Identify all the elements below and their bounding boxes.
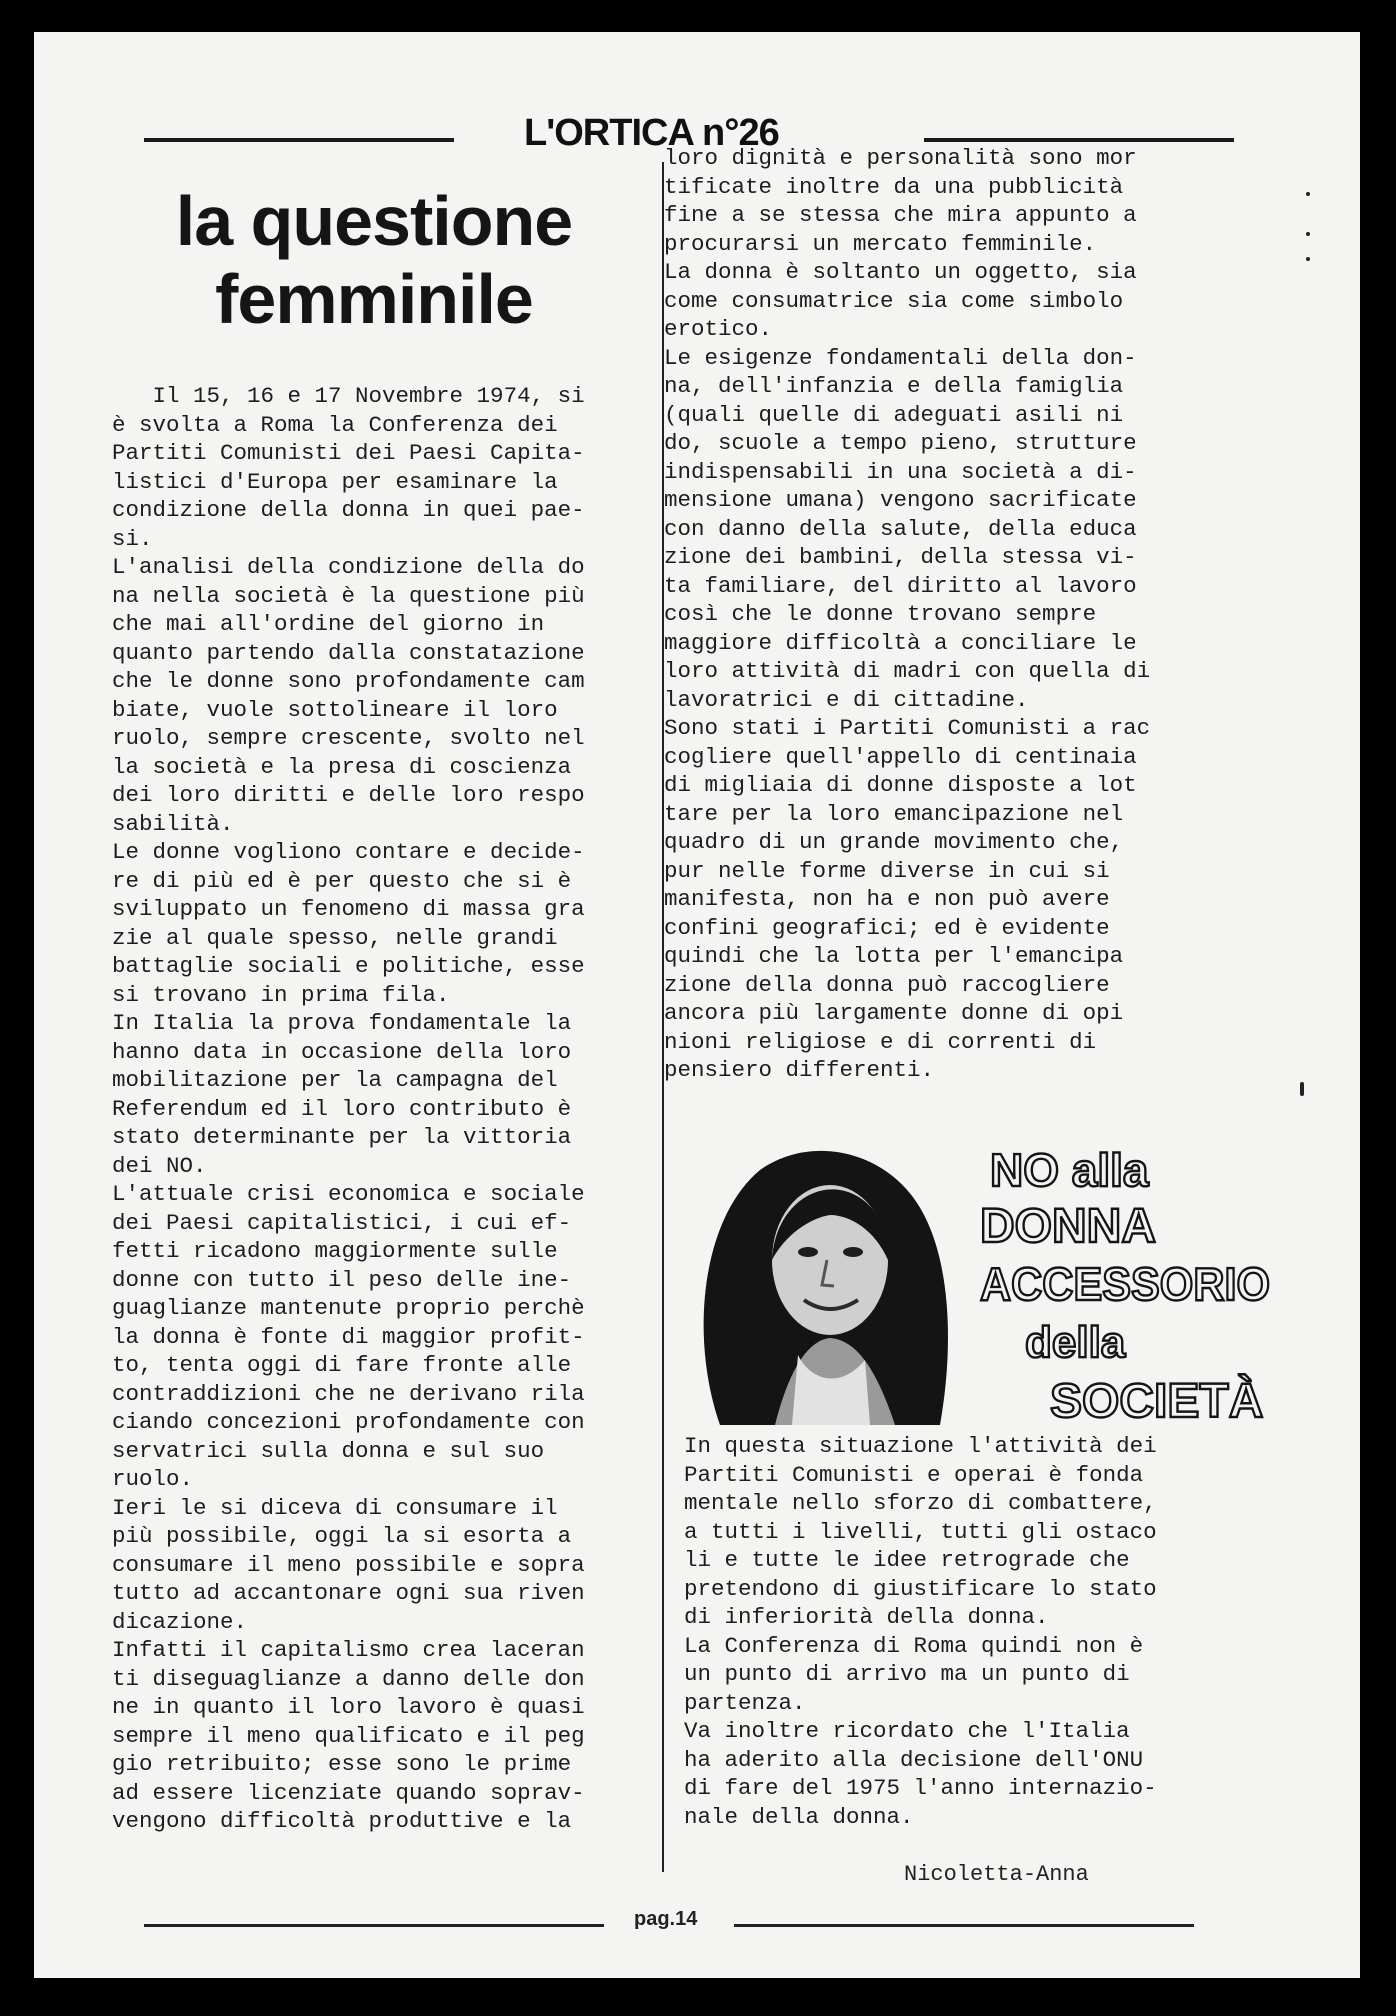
text-line: a tutti i livelli, tutti gli ostaco bbox=[684, 1518, 1157, 1545]
text-line: ha aderito alla decisione dell'ONU bbox=[684, 1746, 1144, 1773]
text-line: zione dei bambini, della stessa vi- bbox=[664, 544, 1137, 570]
text-line: sabilità. bbox=[112, 810, 234, 837]
text-line: nale della donna. bbox=[684, 1803, 914, 1830]
text-line: ancora più largamente donne di opi bbox=[664, 1000, 1124, 1026]
scan-speck bbox=[1306, 192, 1310, 196]
poster-line-4: della bbox=[1025, 1318, 1126, 1367]
text-line: mobilitazione per la campagna del bbox=[112, 1067, 558, 1093]
text-line: confini geografici; ed è evidente bbox=[664, 914, 1110, 941]
masthead-rule-right bbox=[924, 138, 1234, 142]
text-line: tutto ad accantonare ogni sua riven bbox=[112, 1580, 585, 1606]
text-line: (quali quelle di adeguati asili ni bbox=[664, 401, 1124, 428]
text-line: gio retribuito; esse sono le prime bbox=[112, 1751, 572, 1777]
right-column-bottom bbox=[684, 1432, 1284, 1831]
text-line: ti diseguaglianze a danno delle don bbox=[112, 1665, 585, 1692]
text-line: ruolo. bbox=[112, 1466, 194, 1492]
text-line: La donna è soltanto un oggetto, sia bbox=[664, 259, 1137, 285]
text-line: hanno data in occasione della loro bbox=[112, 1038, 572, 1065]
text-line: si. bbox=[112, 525, 153, 552]
text-line: re di più ed è per questo che si è bbox=[112, 867, 572, 894]
author-signature: Nicoletta-Anna bbox=[904, 1862, 1089, 1887]
text-line: di fare del 1975 l'anno internazio- bbox=[684, 1775, 1157, 1801]
scan-speck bbox=[1306, 257, 1310, 261]
text-line: lavoratrici e di cittadine. bbox=[664, 686, 1029, 713]
text-line: la società e la presa di coscienza bbox=[112, 753, 572, 780]
masthead-rule-left bbox=[144, 138, 454, 142]
text-line: condizione della donna in quei pae- bbox=[112, 497, 585, 523]
text-line: loro attività di madri con quella di bbox=[664, 658, 1151, 684]
poster-illustration bbox=[670, 1132, 1300, 1432]
text-line: erotico. bbox=[664, 316, 773, 342]
text-line: mentale nello sforzo di combattere, bbox=[684, 1490, 1157, 1516]
text-line: ta familiare, del diritto al lavoro bbox=[664, 572, 1137, 599]
text-line: Sono stati i Partiti Comunisti a rac bbox=[664, 715, 1151, 741]
text-line: dicazione. bbox=[112, 1608, 248, 1635]
text-line: servatrici sulla donna e sul suo bbox=[112, 1437, 545, 1464]
poster-line-1: NO alla bbox=[990, 1144, 1149, 1196]
headline-line-2: femminile bbox=[215, 260, 533, 338]
text-line: quanto partendo dalla constatazione bbox=[112, 639, 585, 666]
text-line: donne con tutto il peso delle ine- bbox=[112, 1266, 572, 1293]
text-line: Le esigenze fondamentali della don- bbox=[664, 344, 1137, 371]
text-line: che mai all'ordine del giorno in bbox=[112, 611, 545, 637]
text-line: ciando concezioni profondamente con bbox=[112, 1409, 585, 1435]
poster-slogan bbox=[910, 1132, 1280, 1432]
text-line: quindi che la lotta per l'emancipa bbox=[664, 943, 1124, 969]
masthead-title: L'ORTICA n°26 bbox=[524, 112, 779, 154]
text-line: listici d'Europa per esaminare la bbox=[112, 468, 558, 495]
footer-rule-right bbox=[734, 1924, 1194, 1927]
text-line: di inferiorità della donna. bbox=[684, 1604, 1049, 1630]
text-line: to, tenta oggi di fare fronte alle bbox=[112, 1352, 572, 1378]
text-line: na, dell'infanzia e della famiglia bbox=[664, 373, 1124, 399]
text-line: dei loro diritti e delle loro respo bbox=[112, 782, 585, 808]
text-line: ruolo, sempre crescente, svolto nel bbox=[112, 725, 585, 751]
text-line: è svolta a Roma la Conferenza dei bbox=[112, 411, 558, 438]
text-line: fetti ricadono maggiormente sulle bbox=[112, 1238, 558, 1264]
text-line: quadro di un grande movimento che, bbox=[664, 829, 1124, 855]
text-line: Referendum ed il loro contributo è bbox=[112, 1095, 572, 1122]
text-line: cogliere quell'appello di centinaia bbox=[664, 743, 1137, 770]
text-line: La Conferenza di Roma quindi non è bbox=[684, 1632, 1144, 1659]
text-line: Il 15, 16 e 17 Novembre 1974, si bbox=[112, 383, 585, 409]
text-line: consumare il meno possibile e sopra bbox=[112, 1551, 585, 1578]
text-line: tificate inoltre da una pubblicità bbox=[664, 173, 1124, 200]
right-column-top bbox=[664, 144, 1244, 1085]
poster-line-2: DONNA bbox=[980, 1200, 1156, 1253]
text-line: Partiti Comunisti e operai è fonda bbox=[684, 1461, 1144, 1488]
text-line: do, scuole a tempo pieno, strutture bbox=[664, 430, 1137, 456]
text-line: procurarsi un mercato femminile. bbox=[664, 230, 1097, 257]
poster-line-5: SOCIETÀ bbox=[1050, 1375, 1264, 1428]
text-line: In questa situazione l'attività dei bbox=[684, 1433, 1157, 1459]
text-line: pur nelle forme diverse in cui si bbox=[664, 857, 1110, 884]
text-line: L'attuale crisi economica e sociale bbox=[112, 1181, 585, 1207]
page-number: pag.14 bbox=[634, 1908, 698, 1930]
text-line: indispensabili in una società a di- bbox=[664, 458, 1137, 485]
text-line: ad essere licenziate quando soprav- bbox=[112, 1779, 585, 1806]
page-sheet bbox=[34, 32, 1360, 1978]
text-line: ne in quanto il loro lavoro è quasi bbox=[112, 1694, 585, 1720]
text-line: di migliaia di donne disposte a lot bbox=[664, 772, 1137, 798]
text-line: dei NO. bbox=[112, 1152, 207, 1179]
text-line: Va inoltre ricordato che l'Italia bbox=[684, 1718, 1130, 1744]
text-line: un punto di arrivo ma un punto di bbox=[684, 1661, 1130, 1687]
text-line: stato determinante per la vittoria bbox=[112, 1124, 572, 1150]
text-line: come consumatrice sia come simbolo bbox=[664, 287, 1124, 314]
text-line: L'analisi della condizione della do bbox=[112, 554, 585, 580]
scan-speck bbox=[1300, 1082, 1304, 1096]
text-line: li e tutte le idee retrograde che bbox=[684, 1547, 1130, 1573]
text-line: Partiti Comunisti dei Paesi Capita- bbox=[112, 440, 585, 466]
text-line: Le donne vogliono contare e decide- bbox=[112, 839, 585, 865]
left-column bbox=[112, 382, 652, 1836]
text-line: manifesta, non ha e non può avere bbox=[664, 886, 1110, 912]
text-line: zie al quale spesso, nelle grandi bbox=[112, 924, 558, 951]
footer-rule-left bbox=[144, 1924, 604, 1927]
text-line: In Italia la prova fondamentale la bbox=[112, 1010, 572, 1036]
text-line: sempre il meno qualificato e il peg bbox=[112, 1722, 585, 1749]
text-line: partenza. bbox=[684, 1689, 806, 1716]
text-line: sviluppato un fenomeno di massa gra bbox=[112, 896, 585, 922]
text-line: mensione umana) vengono sacrificate bbox=[664, 487, 1137, 513]
text-line: la donna è fonte di maggior profit- bbox=[112, 1323, 585, 1350]
text-line: vengono difficoltà produttive e la bbox=[112, 1808, 572, 1834]
text-line: na nella società è la questione più bbox=[112, 582, 585, 609]
text-line: loro dignità e personalità sono mor bbox=[664, 145, 1137, 171]
text-line: guaglianze mantenute proprio perchè bbox=[112, 1295, 585, 1321]
text-line: tare per la loro emancipazione nel bbox=[664, 800, 1124, 827]
text-line: Infatti il capitalismo crea laceran bbox=[112, 1637, 585, 1663]
text-line: così che le donne trovano sempre bbox=[664, 601, 1097, 627]
text-line: pensiero differenti. bbox=[664, 1057, 935, 1083]
text-line: fine a se stessa che mira appunto a bbox=[664, 202, 1137, 228]
text-line: con danno della salute, della educa bbox=[664, 515, 1137, 542]
text-line: zione della donna può raccogliere bbox=[664, 971, 1110, 998]
text-line: nioni religiose e di correnti di bbox=[664, 1028, 1097, 1055]
text-line: battaglie sociali e politiche, esse bbox=[112, 953, 585, 979]
headline-line-1: la questione bbox=[175, 182, 573, 260]
page-footer bbox=[144, 1902, 1244, 1942]
text-line: contraddizioni che ne derivano rila bbox=[112, 1380, 585, 1407]
poster-line-3: ACCESSORIO bbox=[980, 1258, 1270, 1310]
text-line: dei Paesi capitalistici, i cui ef- bbox=[112, 1209, 572, 1236]
text-line: più possibile, oggi la si esorta a bbox=[112, 1523, 572, 1549]
text-line: maggiore difficoltà a conciliare le bbox=[664, 629, 1137, 656]
text-line: si trovano in prima fila. bbox=[112, 981, 450, 1008]
text-line: Ieri le si diceva di consumare il bbox=[112, 1494, 558, 1521]
article-headline bbox=[114, 182, 634, 338]
text-line: che le donne sono profondamente cam bbox=[112, 668, 585, 694]
text-line: pretendono di giustificare lo stato bbox=[684, 1575, 1157, 1602]
scan-speck bbox=[1306, 232, 1310, 236]
text-line: biate, vuole sottolineare il loro bbox=[112, 696, 558, 723]
